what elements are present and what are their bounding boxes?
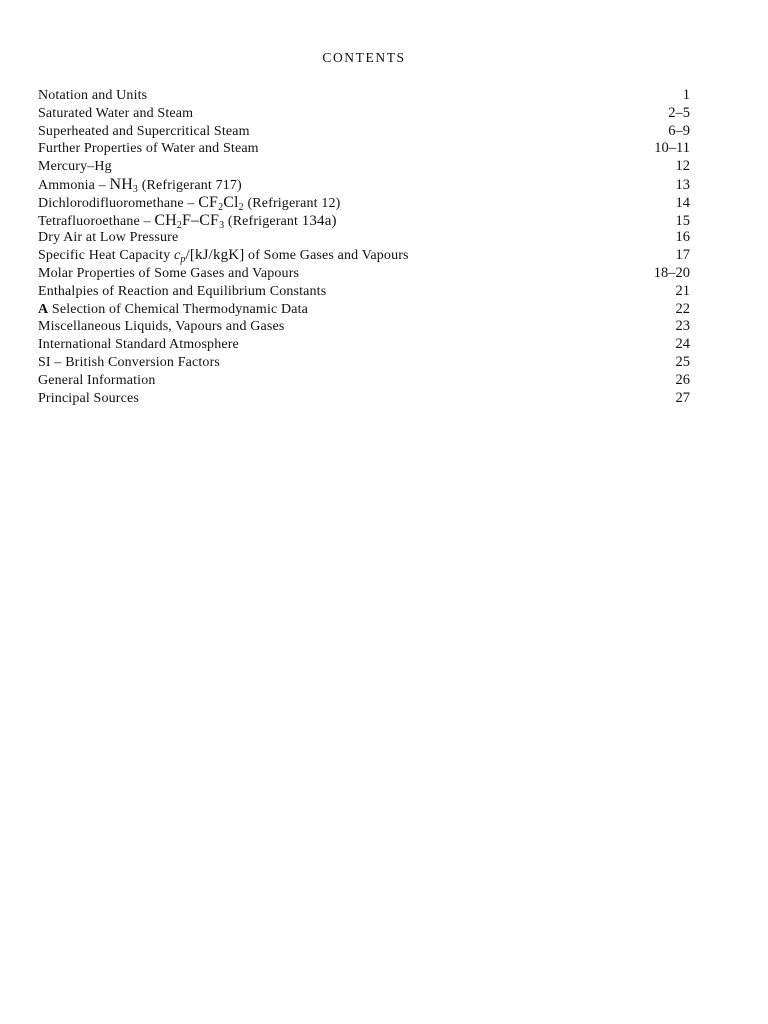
unit: /[kJ/kgK] [185,247,245,264]
toc-entry [38,123,690,141]
toc-entry-title: General Information [38,372,156,388]
toc-entry-page: 22 [675,300,690,317]
toc-entry [38,87,690,105]
toc-entry [38,176,690,194]
toc-entry [38,158,690,176]
toc-entry-title: Saturated Water and Steam [38,105,194,121]
title-suffix: (Refrigerant 717) [138,177,242,193]
toc-entry-title: SI – British Conversion Factors [38,354,220,370]
toc-entry-page: 15 [675,212,690,229]
page-title: CONTENTS [322,50,406,65]
refrigerant-number: 134a) [301,212,337,229]
toc-entry-title: Mercury–Hg [38,159,112,175]
title-suffix: (Refrigerant [224,213,302,229]
toc-entry-title: Further Properties of Water and Steam [38,141,259,157]
toc-entry-title: Dry Air at Low Pressure [38,230,179,246]
formula-subscript: 2 [218,201,224,213]
toc-entry-title: Principal Sources [38,390,139,406]
toc-entry-title: Molar Properties of Some Gases and Vapours [38,265,300,281]
toc-entry-title: Miscellaneous Liquids, Vapours and Gases [38,319,285,335]
toc-entry [38,194,690,212]
chemical-formula: CH [154,211,177,229]
toc-entry-page: 10–11 [654,140,690,157]
toc-entry-page: 12 [675,158,690,175]
chemical-formula-part: F–CF [182,211,220,229]
formula-subscript: 3 [132,183,139,195]
title-prefix: Specific Heat Capacity [38,248,175,264]
toc-entry-title: Enthalpies of Reaction and Equilibrium Constants [38,283,327,299]
toc-entry [38,229,690,247]
toc-entry-title: International Standard Atmosphere [38,337,239,353]
toc-entry [38,372,690,390]
toc-entry [38,318,690,336]
toc-entry [38,354,690,372]
title-prefix: Dichlorodifluoromethane – [38,195,199,211]
formula-subscript: 3 [219,219,225,231]
toc-entry-page: 17 [675,247,690,264]
toc-entry-page: 25 [675,353,690,370]
toc-entry-page: 1 [682,87,690,103]
symbol: c [174,248,181,264]
toc-entry-page: 26 [675,371,690,388]
toc-entry-page: 24 [675,336,690,353]
toc-entry [38,301,690,319]
toc-entry-page: 13 [675,176,690,193]
toc-entry-page: 21 [675,282,690,299]
symbol-subscript: p [180,254,186,266]
toc-entry-page: 23 [675,318,690,335]
title-lead-letter: A [38,301,49,317]
formula-subscript: 2 [176,219,182,231]
toc-entry-title: Notation and Units [38,88,148,103]
toc-entry-title: Superheated and Supercritical Steam [38,123,250,139]
chemical-formula-part: Cl [223,193,239,211]
toc-entry [38,336,690,354]
toc-entry-page: 6–9 [668,122,690,139]
contents-list [38,87,690,407]
formula-subscript: 2 [238,201,244,213]
title-prefix: Tetrafluoroethane – [38,213,155,229]
toc-entry-page: 14 [675,194,690,211]
title-prefix: Ammonia – [38,177,110,193]
toc-entry-title [38,301,308,319]
toc-entry [38,247,690,265]
toc-entry [38,140,690,158]
chemical-formula: NH [109,175,133,193]
title-suffix: (Refrigerant 12) [243,195,341,211]
toc-entry [38,105,690,123]
toc-entry-page: 18–20 [653,264,690,281]
chemical-formula: CF [198,193,219,211]
toc-entry [38,390,690,408]
toc-entry [38,283,690,301]
title-text: Selection of Chemical Thermodynamic Data [48,301,309,317]
toc-entry [38,212,690,230]
toc-entry-page: 16 [675,229,690,246]
title-suffix: of Some Gases and Vapours [244,248,409,264]
toc-entry-page: 2–5 [668,104,690,121]
toc-entry-page: 27 [675,389,690,406]
